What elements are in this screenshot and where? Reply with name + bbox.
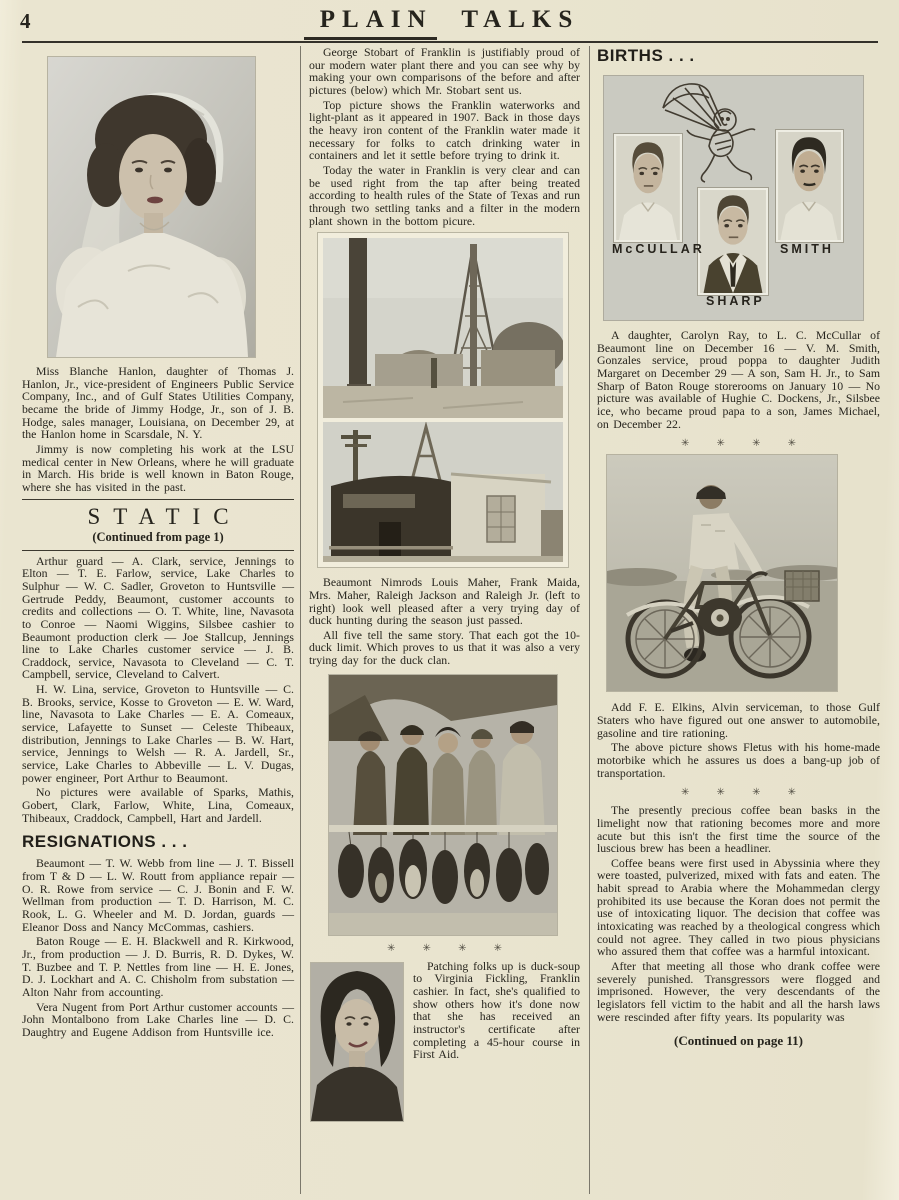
sharp-portrait [698, 188, 768, 295]
resignations-paragraph-3: Vera Nugent from Port Arthur customer accounts — John Montalbono from Lake Charles line — D. C. Daughtry and Eugene Addison from Huntsville ice. [22, 999, 294, 1039]
smith-portrait-art [778, 132, 841, 240]
fickling-portrait-art [311, 963, 403, 1121]
star-separator: ✳ ✳ ✳ ✳ [386, 942, 515, 954]
elkins-paragraph-1: Add F. E. Elkins, Alvin serviceman, to those Gulf Staters who have figured out one answer to automobile, gasoline and tire rationing. [597, 700, 880, 740]
fickling-portrait-photo [311, 963, 403, 1121]
waterworks-1907-photo [323, 238, 563, 418]
page-number: 4 [20, 9, 31, 33]
page-title: PLAIN TALKS [319, 6, 580, 33]
resignations-body [22, 857, 294, 1038]
static-paragraph-1: Arthur guard — A. Clark, service, Jennings to Elton — T. E. Farlow, service, Lake Charles to Sulphur — W. C. Sadler, Groveton to Huntsville — Gertrude Peddy, Beaumont, customer accounts to credits and collections — O. T. White, line, Navasota to Conroe — Naomi Wiggins, Silsbee cashier to Beaumont production clerk — Joe Stallcup, Jennings line to Lake Charles customer service — J. B. Craddock, service, Navasota to Cleveland — C. T. Campbell, service, Cleveland to Calvert. [22, 553, 294, 682]
mccullar-portrait-art [616, 136, 680, 240]
elkins-paragraph-2: The above picture shows Fletus with his home-made motorbike which he assures us does a bang-up job of transportation. [597, 740, 880, 780]
title-underline-rule [304, 37, 437, 40]
fickling-paragraph: Patching folks up is duck-soup to Virginia Fickling, Franklin cashier. In fact, she's qualified to show others how it's done now that she has received an instructor's certificate after completing a 45-hour course in First Aid. [413, 958, 580, 1062]
bride-photo-art [48, 57, 255, 357]
waterworks-before-after-photos [317, 232, 569, 568]
smith-portrait [776, 130, 843, 242]
births-section-title: BIRTHS . . . [597, 46, 695, 65]
bride-photo [48, 57, 255, 357]
coffee-paragraph-1: The presently precious coffee bean basks in the limelight now that rationing becomes more and more acute but this isn't the first time the source of the luscious brew has been a headliner. [597, 803, 880, 856]
births-composite-photo [603, 75, 864, 321]
coffee-story [597, 804, 880, 1023]
sharp-portrait-art [700, 190, 766, 293]
coffee-paragraph-2: Coffee beans were first used in Abyssinia where they were toasted, pulverized, mixed with fats and eaten. The habit spread to Arabia where the Mohammedan clergy prohibited its use because the Koran does not permit the use of intoxicating liquor. The decision that coffee was intoxicating was reached by a theological congress which could not agree. They called in two pious physicians who assured them that coffee was a harmful intoxicant. [597, 855, 880, 959]
middle-column [309, 46, 580, 1123]
resignations-paragraph-2: Baton Rouge — E. H. Blackwell and R. Kirkwood, Jr., from production — J. D. Burris, R. D. Dykes, W. T. Buzbee and T. P. Nettles from line — H. E. Jones, D. J. Lockhart and A. C. Chisholm from substation — Alton Nahr from accounting. [22, 934, 294, 999]
franklin-paragraph-1: George Stobart of Franklin is justifiably proud of our modern water plant there and you can see why by making your own comparisons of the before and after pictures (below) which Mr. Stobart sent us. [309, 45, 580, 97]
column-divider-left [300, 46, 301, 1194]
nimrods-paragraph-1: Beaumont Nimrods Louis Maher, Frank Maida, Mrs. Maher, Raleigh Jackson and Raleigh Jr. (left to right) look well pleased after a very trying day of duck hunting during the season just passed. [309, 575, 580, 628]
waterworks-modern-photo [323, 422, 563, 562]
nimrods-caption [309, 576, 580, 667]
motorbike-photo [607, 455, 837, 691]
static-body [22, 555, 294, 825]
star-separator: ✳ ✳ ✳ ✳ [680, 787, 809, 799]
nimrods-paragraph-2: All five tell the same story. That each got the 10-duck limit. Which proves to us that it was also a very trying day for the duck clan. [309, 627, 580, 668]
right-column [597, 46, 880, 1049]
franklin-story [309, 46, 580, 227]
resignations-paragraph-1: Beaumont — T. W. Webb from line — J. T. Bissell from T & D — L. W. Routt from appliance repair — O. R. Rowe from service — C. J. Bonin and F. W. Wellman from production — T. D. Harrison, M. C. Rook, L. G. Wheeler and M. D. Jordan, guards — Eleanor Doss and Nancy McCommas, cashiers. [22, 856, 294, 934]
wedding-paragraph-2: Jimmy is now completing his work at the LSU medical center in New Orleans, where he will graduate in March. His bride is well known in Baton Rouge, where she has visited in the past. [22, 441, 294, 494]
wedding-paragraph-1: Miss Blanche Hanlon, daughter of Thomas J. Hanlon, Jr., vice-president of Engineers Public Service Company, Inc., and of Gulf States Utilities Company, became the bride of Jimmy Hodge, Jr., son of J. B. Hodge, sales manager, Louisiana, on December 29, at the Hanlon home in Scarsdale, N. Y. [22, 364, 294, 442]
resignations-section-title: RESIGNATIONS . . . [22, 832, 188, 852]
duck-hunters-photo-art [329, 675, 557, 935]
franklin-paragraph-2: Top picture shows the Franklin waterworks and light-plant as it appeared in 1907. Back in those days the heavy iron content of the Franklin water made it necessary for folks to catch drinking water in containers and let it settle before trying to drink it. [309, 97, 580, 163]
wedding-caption [22, 365, 294, 494]
photo-label-smith: SMITH [780, 242, 834, 256]
continued-note: (Continued on page 11) [674, 1033, 803, 1049]
rule-above-static [22, 499, 294, 500]
rule-below-static [22, 550, 294, 551]
static-paragraph-3: No pictures were available of Sparks, Mathis, Gobert, Clark, Farlow, White, Lina, Comeaux, Thibeaux, Craddock, Campbell, Hart and Jardell. [22, 785, 294, 825]
duck-hunters-photo [329, 675, 557, 935]
franklin-paragraph-3: Today the water in Franklin is very clear and can be used right from the tap after being treated according to health rules of the State of Texas and run through two settling tanks and a filter in the modern plant shown in the bottom picure. [309, 162, 580, 228]
fickling-story [309, 960, 580, 1061]
star-separator: ✳ ✳ ✳ ✳ [680, 438, 809, 450]
static-paragraph-2: H. W. Lina, service, Groveton to Huntsville — C. B. Brooks, service, Kosse to Groveton — E. W. Ward, line, Navasota to Lake Charles — E. A. Comeaux, service, Lafayette to Sunset — Celeste Thibeaux, distribution, Jennings to Lake Charles — B. W. Hart, service, Jennings to Welsh — R. A. Jardell, Sr., service, Lake Charles to Abbeville — L. V. Dugas, power engineer, Port Arthur to Beaumont. [22, 682, 294, 785]
coffee-paragraph-3: After that meeting all those who drank coffee were severely punished. Transgressors were flogged and imprisoned. However, the very descendants of the legislators fell victim to the habit and all the harsh laws were rescinded after fifty years. Its popularity was [597, 959, 880, 1024]
births-body [597, 329, 880, 430]
left-column [22, 50, 294, 1041]
births-paragraph: A daughter, Carolyn Ray, to L. C. McCullar of Beaumont line on December 16 — V. M. Smith, Gonzales service, proud poppa to daughter Judith Margaret on December 29 — A son, Sam H. Jr., to Sam Sharp of Baton Rouge storerooms on January 10 — No picture was available of Hughie C. Dockens, Jr., Silsbee ice, who became proud papa to a son, James Michael, on December 22. [597, 328, 880, 431]
static-section-title: STATIC [87, 503, 242, 529]
column-divider-right [589, 46, 590, 1194]
elkins-story [597, 701, 880, 779]
motorbike-photo-art [607, 455, 837, 691]
photo-label-mccullar: McCULLAR [612, 242, 705, 256]
header-rule [22, 41, 878, 43]
photo-label-sharp: SHARP [706, 294, 765, 308]
static-continued-note: (Continued from page 1) [92, 529, 224, 544]
mccullar-portrait [614, 134, 682, 242]
